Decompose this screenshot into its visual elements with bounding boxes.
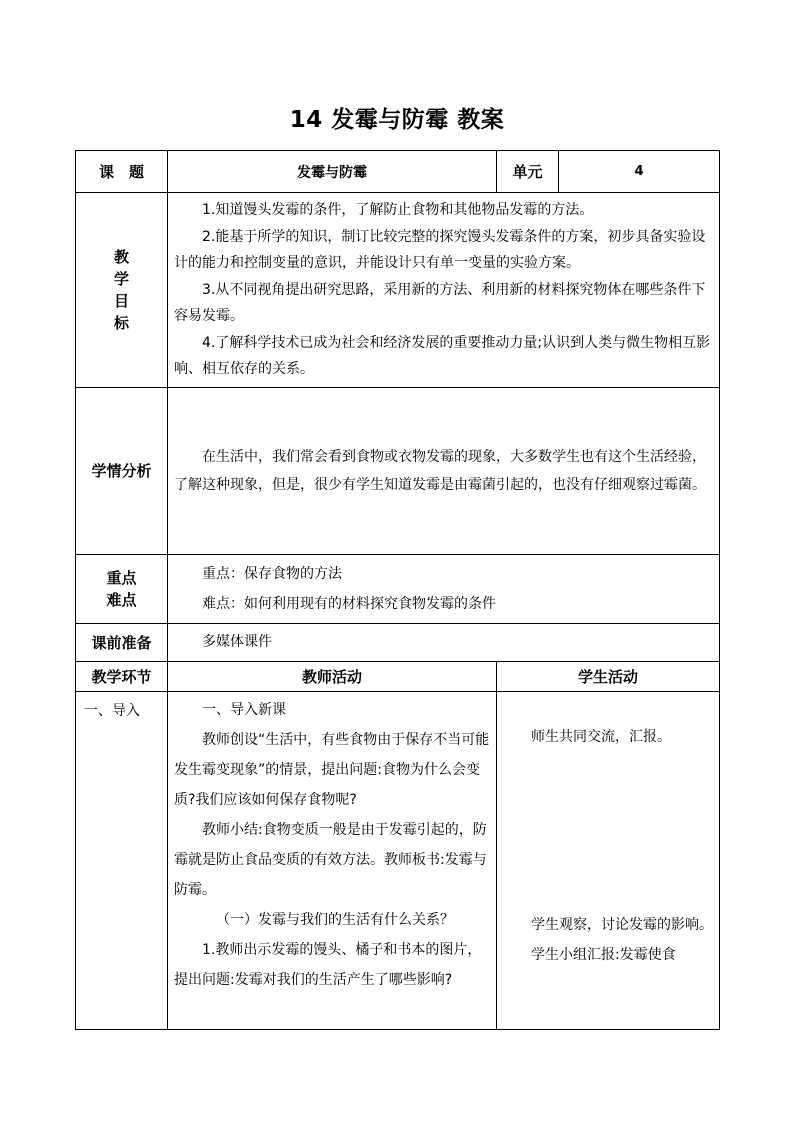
prep-content [168, 623, 720, 661]
objective-item: 3.从不同视角提出研究思路，采用新的方法、利用新的材料探究物体在哪些条件下容易发霉。 [174, 281, 706, 324]
analysis-row [76, 387, 720, 554]
teacher-line: 教师小结:食物变质一般是由于发霉引起的，防霉就是防止食品变质的有效方法。教师板书:发霉与防霉。 [174, 821, 487, 898]
difficulty-text: 难点：如何利用现有的材料探究食物发霉的条件 [202, 595, 496, 612]
key-points-label [76, 554, 168, 623]
process-header-row [76, 661, 720, 691]
teacher-header: 教师活动 [168, 661, 497, 691]
unit-value: 4 [559, 151, 720, 193]
course-label: 课 题 [76, 151, 168, 193]
analysis-label: 学情分析 [76, 387, 168, 554]
analysis-content [168, 387, 720, 554]
student-line: 学生观察，讨论发霉的影响。 [531, 916, 713, 933]
key-points-label-line: 难点 [106, 590, 137, 609]
stage-header: 教学环节 [76, 661, 168, 691]
course-row [76, 151, 720, 193]
analysis-text: 在生活中，我们常会看到食物或衣物发霉的现象，大多数学生也有这个生活经验，了解这种现象，但是，很少有学生知道发霉是由霉菌引起的，也没有仔细观察过霉菌。 [174, 448, 706, 493]
stage-label: 一、导入 [84, 702, 140, 719]
objectives-label-char: 目 [113, 291, 129, 310]
key-points-label-line: 重点 [106, 568, 137, 587]
student-header: 学生活动 [497, 661, 720, 691]
objectives-content [168, 193, 720, 388]
student-activity [497, 691, 720, 1029]
objectives-label-char: 学 [113, 269, 129, 288]
objectives-label [76, 193, 168, 388]
prep-value: 多媒体课件 [202, 634, 272, 650]
objectives-row [76, 193, 720, 388]
objective-item: 2.能基于所学的知识，制订比较完整的探究馒头发霉条件的方案，初步具备实验设计的能力和控制变量的意识，并能设计只有单一变量的实验方案。 [174, 228, 706, 271]
key-point-text: 重点：保存食物的方法 [202, 565, 342, 582]
teacher-activity [168, 691, 497, 1029]
student-line: 师生共同交流，汇报。 [531, 728, 671, 745]
unit-label: 单元 [497, 151, 559, 193]
objective-item: 4.了解科学技术已成为社会和经济发展的重要推动力量;认识到人类与微生物相互影响、相互依存的关系。 [174, 334, 711, 377]
stage-cell [76, 691, 168, 1029]
lesson-plan-table [75, 150, 720, 1030]
prep-label: 课前准备 [76, 623, 168, 661]
process-row [76, 691, 720, 1029]
objectives-label-char: 教 [113, 247, 129, 266]
key-points-row [76, 554, 720, 623]
teacher-line: 1.教师出示发霉的馒头、橘子和书本的图片，提出问题:发霉对我们的生活产生了哪些影响? [174, 941, 482, 988]
prep-row [76, 623, 720, 661]
course-value: 发霉与防霉 [168, 151, 497, 193]
teacher-line: 教师创设“生活中，有些食物由于保存不当可能发生霉变现象”的情景，提出问题:食物为什么会变质?我们应该如何保存食物呢? [174, 731, 490, 808]
objective-item: 1.知道馒头发霉的条件，了解防止食物和其他物品发霉的方法。 [202, 202, 594, 218]
student-line: 学生小组汇报:发霉使食 [531, 946, 676, 963]
teacher-line: （一）发霉与我们的生活有什么关系？ [216, 911, 454, 928]
objectives-label-char: 标 [113, 313, 129, 332]
teacher-line: 一、导入新课 [202, 701, 286, 718]
document-title: 14 发霉与防霉 教案 [289, 107, 505, 133]
key-points-content [168, 554, 720, 623]
